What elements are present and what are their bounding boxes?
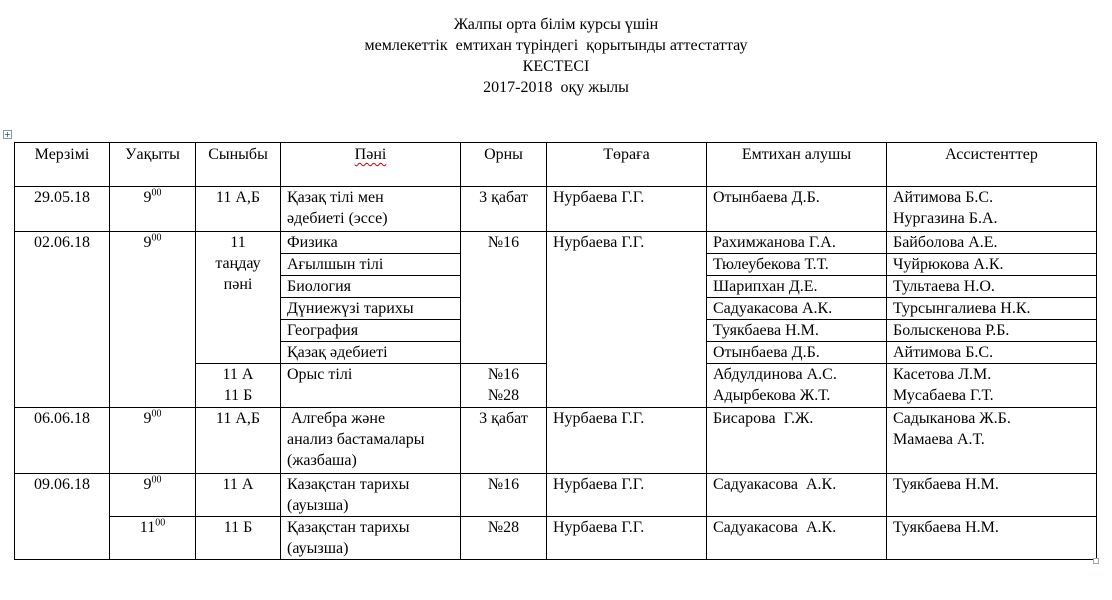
cell-subject: Ағылшын тілі [281,254,461,276]
cell-class: 11 таңдау пәні [196,232,281,364]
time-minute: 00 [151,408,162,420]
cell-chair: Нурбаева Г.Г. [547,187,707,232]
cell-time [110,232,196,408]
cell-place: №16 [461,232,547,364]
time-minute: 00 [155,517,166,529]
cell-subject: Казақстан тарихы (ауызша) [281,474,461,517]
cell-examiner: Отынбаева Д.Б. [707,342,887,364]
cell-class: 11 А,Б [196,187,281,232]
cell-place: 3 қабат [461,187,547,232]
cell-subject: Биология [281,276,461,298]
cell-subject: Қазақ тілі мен әдебиеті (эссе) [281,187,461,232]
table-move-handle-icon[interactable]: + [4,130,11,139]
table-row [15,408,1097,474]
cell-examiner: Бисарова Г.Ж. [707,408,887,474]
cell-chair: Нурбаева Г.Г. [547,474,707,517]
cell-assistants: Туякбаева Н.М. [887,517,1097,560]
cell-place: 3 қабат [461,408,547,474]
cell-date: 09.06.18 [15,474,110,560]
cell-assistants: Тультаева Н.О. [887,276,1097,298]
table-row [15,474,1097,517]
title-line-2: мемлекеттік емтихан түріндегі қорытынды аттестаттау [364,37,748,54]
time-hour: 9 [143,476,152,493]
cell-time [110,408,196,474]
time-hour: 11 [139,519,156,536]
time-hour: 9 [143,410,152,427]
cell-assistants: Болыскенова Р.Б. [887,320,1097,342]
cell-subject: География [281,320,461,342]
cell-assistants: Туякбаева Н.М. [887,474,1097,517]
exam-schedule-table [14,142,1097,560]
title-line-1: Жалпы орта білім курсы үшін [453,16,659,33]
document-title [0,14,1112,98]
cell-examiner: Абдулдинова А.С. Адырбекова Ж.Т. [707,364,887,408]
cell-examiner: Отынбаева Д.Б. [707,187,887,232]
cell-date: 06.06.18 [15,408,110,474]
cell-assistants: Чуйрюкова А.К. [887,254,1097,276]
cell-examiner: Рахимжанова Г.А. [707,232,887,254]
cell-time [110,474,196,517]
time-hour: 9 [143,234,152,251]
cell-place: №16 [461,474,547,517]
cell-subject: Дүниежүзі тарихы [281,298,461,320]
time-minute: 00 [151,187,162,199]
cell-assistants: Касетова Л.М. Мусабаева Г.Т. [887,364,1097,408]
cell-date: 02.06.18 [15,232,110,408]
table-row [15,187,1097,232]
cell-examiner: Садуакасова А.К. [707,517,887,560]
cell-assistants: Турсынгалиева Н.К. [887,298,1097,320]
table-row [15,232,1097,254]
header-subject-text: Пәні [354,146,387,163]
cell-subject: Физика [281,232,461,254]
cell-class: 11 А [196,474,281,517]
table-header-row [15,143,1097,187]
cell-examiner: Шарипхан Д.Е. [707,276,887,298]
cell-assistants: Байболова А.Е. [887,232,1097,254]
cell-assistants: Садыканова Ж.Б. Мамаева А.Т. [887,408,1097,474]
cell-subject: Қазақ әдебиеті [281,342,461,364]
header-subject [281,143,461,187]
cell-place: №28 [461,517,547,560]
cell-chair: Нурбаева Г.Г. [547,517,707,560]
time-minute: 00 [151,474,162,486]
header-examiner: Емтихан алушы [707,143,887,187]
cell-date: 29.05.18 [15,187,110,232]
cell-examiner: Садуакасова А.К. [707,474,887,517]
cell-time [110,187,196,232]
cell-time [110,517,196,560]
header-date: Мерзімі [15,143,110,187]
time-minute: 00 [151,232,162,244]
cell-examiner: Тюлеубекова Т.Т. [707,254,887,276]
cell-subject: Алгебра және анализ бастамалары (жазбаша) [281,408,461,474]
cell-assistants: Айтимова Б.С. [887,342,1097,364]
cell-examiner: Садуакасова А.К. [707,298,887,320]
cell-subject: Орыс тілі [281,364,461,408]
header-assistants: Ассистенттер [887,143,1097,187]
time-hour: 9 [143,189,152,206]
cell-chair: Нурбаева Г.Г. [547,408,707,474]
cell-chair: Нурбаева Г.Г. [547,232,707,408]
table-row [15,517,1097,560]
header-class: Сыныбы [196,143,281,187]
cell-examiner: Туякбаева Н.М. [707,320,887,342]
header-place: Орны [461,143,547,187]
cell-assistants: Айтимова Б.С. Нургазина Б.А. [887,187,1097,232]
cell-class: 11 Б [196,517,281,560]
title-line-4: 2017-2018 оқу жылы [483,79,629,96]
cell-subject: Қазақстан тарихы (ауызша) [281,517,461,560]
header-chair: Төраға [547,143,707,187]
cell-place: №16 №28 [461,364,547,408]
header-time: Уақыты [110,143,196,187]
table-resize-handle[interactable] [1093,558,1099,564]
cell-class: 11 А,Б [196,408,281,474]
cell-class: 11 А 11 Б [196,364,281,408]
title-line-3: КЕСТЕСІ [522,58,590,75]
